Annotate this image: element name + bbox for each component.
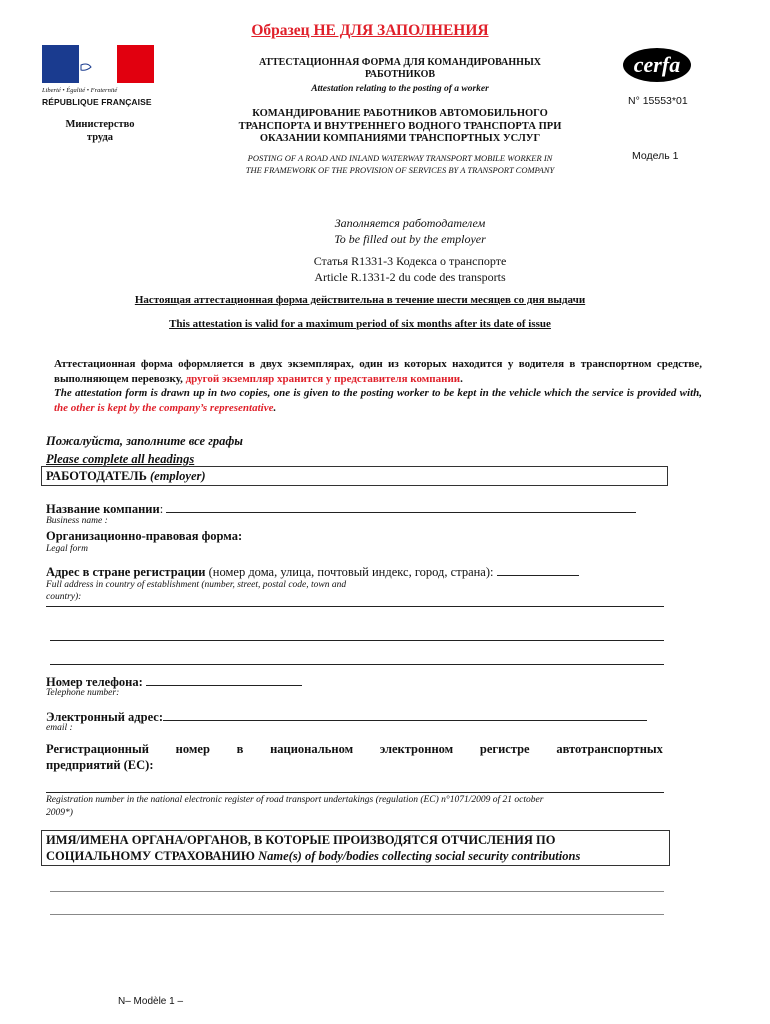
logo-republique: RÉPUBLIQUE FRANÇAISE: [42, 97, 152, 107]
form-subtitle-en: [205, 153, 595, 176]
subtitle-en-line-1: POSTING OF A ROAD AND INLAND WATERWAY TRANSPORT MOBILE WORKER IN: [247, 153, 553, 163]
social-security-line-1[interactable]: [50, 891, 664, 892]
registration-field[interactable]: [46, 792, 664, 793]
social-security-line-2[interactable]: [50, 914, 664, 915]
address-field-inline[interactable]: [497, 563, 579, 576]
subtitle-ru-line-3: ОКАЗАНИИ КОМПАНИЯМИ ТРАНСПОРТНЫХ УСЛУГ: [259, 133, 541, 144]
email-en: email :: [46, 723, 73, 733]
address-line-1[interactable]: [46, 606, 664, 607]
subtitle-ru-line-2: ТРАНСПОРТА И ВНУТРЕННЕГО ВОДНОГО ТРАНСПОРТА ПРИ: [238, 120, 562, 132]
email-row: [46, 708, 666, 725]
ministry-line-1: Министерство: [65, 119, 135, 130]
legal-form-label: Организационно-правовая форма:: [46, 529, 243, 543]
article-fr: Article R.1331-2 du code des transports: [314, 270, 506, 284]
model-label: Модель 1: [632, 150, 679, 162]
form-title-ru: [205, 57, 595, 81]
address-row: Адрес в стране регистрации (номер дома, улица, почтовый индекс, город, страна):: [46, 563, 666, 580]
legal-form-en: Legal form: [46, 544, 88, 554]
form-title-ru-line-1: АТТЕСТАЦИОННАЯ ФОРМА ДЛЯ КОМАНДИРОВАННЫХ: [259, 57, 541, 68]
address-en: Full address in country of establishment (number, street, postal code, town and country):: [46, 580, 347, 602]
republique-francaise-logo: [42, 45, 154, 107]
address-line-3[interactable]: [50, 664, 664, 665]
instructions-ru: Пожалуйста, заполните все графы: [46, 434, 243, 448]
form-title-ru-line-2: РАБОТНИКОВ: [364, 69, 436, 80]
article-reference: [100, 253, 720, 285]
ministry-name: [52, 118, 148, 144]
company-name-row: Название компании:: [46, 500, 658, 517]
copies-notice-ru-red: другой экземпляр хранится у представителя компании: [185, 372, 461, 385]
page-footer: N– Modèle 1 –: [118, 996, 184, 1007]
registration-label-line-2: предприятий (ЕС):: [46, 758, 154, 772]
company-name-label: Название компании: [46, 502, 160, 516]
phone-label: Номер телефона:: [46, 675, 143, 689]
subtitle-ru-line-1: КОМАНДИРОВАНИЕ РАБОТНИКОВ АВТОМОБИЛЬНОГО: [252, 108, 548, 119]
ministry-line-2: труда: [86, 132, 114, 143]
employer-section-header: РАБОТОДАТЕЛЬ (employer): [41, 466, 668, 486]
validity-notice-ru: Настоящая аттестационная форма действительна в течение шести месяцев со дня выдачи: [134, 294, 586, 306]
article-ru: Статья R1331-3 Кодекса о транспорте: [313, 254, 507, 268]
address-label: Адрес в стране регистрации: [46, 565, 206, 579]
company-name-field[interactable]: [166, 500, 636, 513]
form-subtitle-ru: [205, 108, 595, 146]
validity-notice-en: This attestation is valid for a maximum period of six months after its date of issue: [169, 318, 551, 330]
filled-by-ru: Заполняется работодателем: [334, 216, 486, 230]
phone-en: Telephone number:: [46, 688, 120, 698]
logo-motto: Liberté • Égalité • Fraternité: [42, 87, 118, 94]
copies-notice-ru: Аттестационная форма оформляется в двух экземплярах, один из которых находится у водителя в транспортном средстве, выполняющем перевозку, другой экземпляр хранится у представителя компании.: [54, 358, 702, 385]
instructions-en: Please complete all headings: [46, 452, 195, 466]
copies-notice-en: The attestation form is drawn up in two copies, one is given to the posting worker to be kept in the vehicle which the service is provided with, the other is kept by the company’s representative.: [54, 387, 702, 414]
company-name-en: Business name :: [46, 516, 108, 526]
cerfa-logo: cerfa: [623, 48, 691, 82]
sample-title: Образец НЕ ДЛЯ ЗАПОЛНЕНИЯ: [251, 22, 489, 39]
phone-field[interactable]: [146, 673, 302, 686]
form-title-en: Attestation relating to the posting of a worker: [311, 84, 489, 94]
registration-en: Registration number in the national electronic register of road transport undertakings (regulation (EC) n°1071/2009 of 21 october 2009*): [46, 795, 544, 818]
marianne-flag-icon: [42, 45, 154, 83]
filled-by: [100, 215, 720, 247]
social-security-section-header: ИМЯ/ИМЕНА ОРГАНА/ОРГАНОВ, В КОТОРЫЕ ПРОИЗВОДЯТСЯ ОТЧИСЛЕНИЯ ПО СОЦИАЛЬНОМУ СТРАХОВАНИЮ Name(s) of body/bodies collecting social security contributions: [41, 830, 670, 866]
email-label: Электронный адрес:: [46, 710, 163, 724]
email-field[interactable]: [163, 708, 647, 721]
subtitle-en-line-2: THE FRAMEWORK OF THE PROVISION OF SERVICES BY A TRANSPORT COMPANY: [245, 164, 555, 175]
address-line-2[interactable]: [50, 640, 664, 641]
cerfa-number: N° 15553*01: [628, 95, 688, 107]
filled-by-en: To be filled out by the employer: [334, 232, 486, 246]
registration-label: Регистрационный номер в национальном электронном регистре автотранспортных: [46, 742, 663, 756]
copies-notice-en-red: the other is kept by the company’s representative: [54, 401, 274, 414]
